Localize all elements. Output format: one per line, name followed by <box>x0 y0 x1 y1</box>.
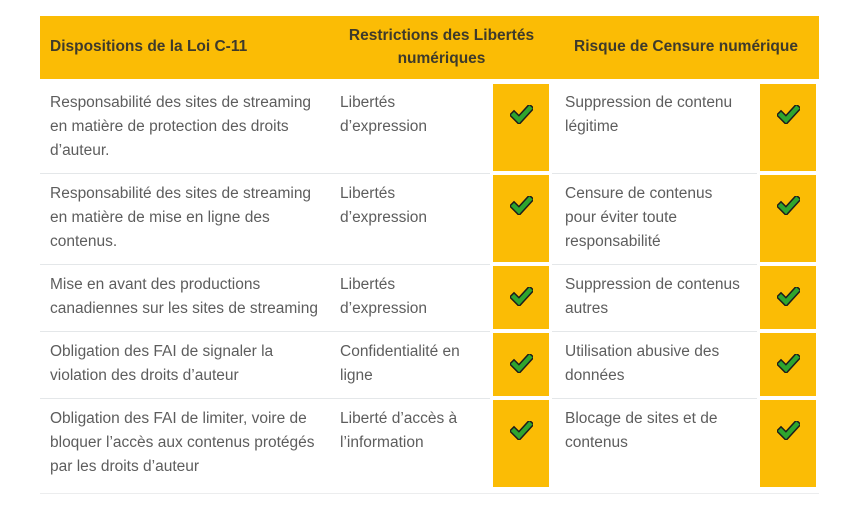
table-row <box>40 83 819 174</box>
cell-restriction: Confidentialité en ligne <box>330 332 490 399</box>
cell-risque: Suppression de contenus autres <box>552 265 757 332</box>
check-icon <box>777 421 800 440</box>
cell-risque: Censure de contenus pour éviter toute responsabilité <box>552 174 757 265</box>
cell-risque-check <box>757 399 819 490</box>
check-icon <box>777 105 800 124</box>
cell-risque: Utilisation abusive des données <box>552 332 757 399</box>
cell-restriction-check <box>490 83 552 174</box>
cell-restriction-check <box>490 332 552 399</box>
cell-risque: Blocage de sites et de contenus <box>565 410 718 451</box>
cell-disposition: Responsabilité des sites de streaming en matière de protection des droits d’auteur. <box>40 83 330 174</box>
table-row <box>40 265 819 332</box>
check-icon <box>510 105 533 124</box>
cell-restriction: Libertés d’expression <box>330 265 490 332</box>
cell-risque-check <box>757 83 819 174</box>
check-icon <box>510 354 533 373</box>
cell-restriction: Libertés d’expression <box>330 174 490 265</box>
check-icon <box>510 196 533 215</box>
cell-disposition: Obligation des FAI de signaler la violation des droits d’auteur <box>40 332 330 399</box>
cell-restriction: Liberté d’accès à l’information <box>340 410 458 451</box>
cell-risque: Suppression de contenu légitime <box>552 83 757 174</box>
check-icon <box>777 196 800 215</box>
check-icon <box>510 421 533 440</box>
cell-restriction-check <box>490 399 552 490</box>
cell-restriction-check <box>490 174 552 265</box>
cell-risque-check <box>757 265 819 332</box>
cell-disposition: Responsabilité des sites de streaming en matière de mise en ligne des contenus. <box>40 174 330 265</box>
header-dispositions: Dispositions de la Loi C-11 <box>50 38 248 56</box>
cell-disposition: Mise en avant des productions canadiennes sur les sites de streaming <box>40 265 330 332</box>
table-row <box>40 174 819 265</box>
check-icon <box>510 287 533 306</box>
header-restrictions: Restrictions des Libertés numériques <box>348 27 535 67</box>
cell-risque-check <box>757 332 819 399</box>
table-row <box>40 399 819 490</box>
check-icon <box>777 287 800 306</box>
table-row <box>40 332 819 399</box>
check-icon <box>777 354 800 373</box>
table-header-row <box>40 16 819 79</box>
c11-comparison-table <box>40 16 819 494</box>
cell-risque-check <box>757 174 819 265</box>
cell-disposition: Obligation des FAI de limiter, voire de bloquer l’accès aux contenus protégés par les droits d’auteur <box>50 410 315 475</box>
header-risque: Risque de Censure numérique <box>574 38 798 56</box>
cell-restriction: Libertés d’expression <box>330 83 490 174</box>
cell-restriction-check <box>490 265 552 332</box>
